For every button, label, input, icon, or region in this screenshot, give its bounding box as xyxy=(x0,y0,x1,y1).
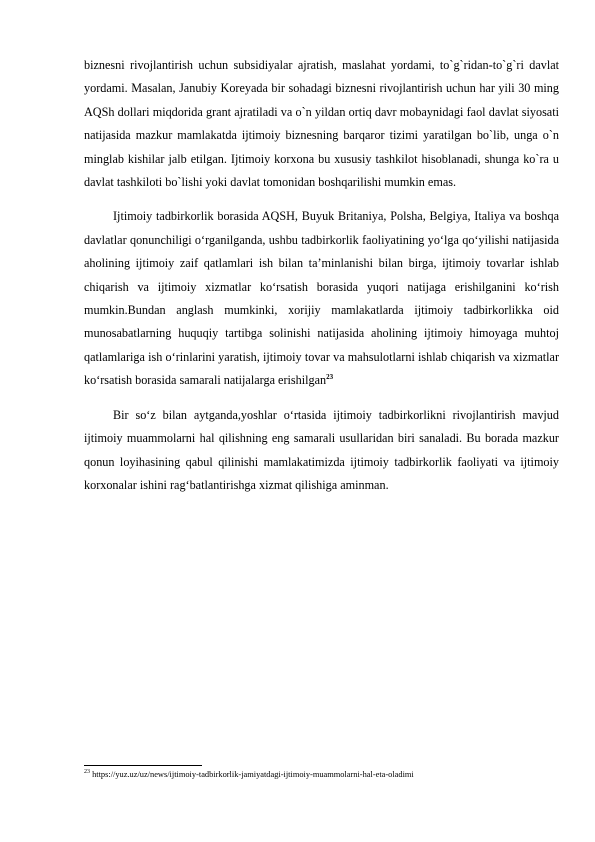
footnote-reference[interactable]: 23 xyxy=(326,373,334,382)
paragraph-1: biznesni rivojlantirish uchun subsidiyalar ajratish, maslahat yordami, to`g`ridan-to`g`ri davlat yordami. Masalan, Janubiy Koreyada bir sohadagi biznesni rivojlantirish uchun har yili 30 ming AQSh dollari miqdorida grant ajratiladi va o`n yildan ortiq davr mobaynidagi faol davlat siyosati natijasida mazkur mamlakatda ijtimoiy biznesning barqaror tizimi yaratilgan bo`lib, unga o`n minglab kishilar jalb etilgan. Ijtimoiy korxona bu xususiy tashkilot hisoblanadi, shunga ko`ra u davlat tashkiloti bo`lishi yoki davlat tomonidan boshqarilishi mumkin emas. xyxy=(84,58,559,190)
footnote-link[interactable]: https://yuz.uz/uz/news/ijtimoiy-tadbirkorlik-jamiyatdagi-ijtimoiy-muammolarni-hal-eta-oladimi xyxy=(92,770,414,779)
footnote-number: 23 xyxy=(84,769,90,776)
footnote-separator xyxy=(84,765,202,766)
paragraph-3: Bir so‘z bilan aytganda,yoshlar o‘rtasida ijtimoiy tadbirkorlikni rivojlantirish mavjud ijtimoiy muammolarni hal qilishning eng samarali usullaridan biri sanaladi. Bu borada mazkur qonun loyihasining qabul qilinishi mamlakatimizda ijtimoiy tadbirkorlik faoliyati va ijtimoiy korxonalar ishini rag‘batlantirishga xizmat qilishiga aminman. xyxy=(84,407,559,492)
footnote xyxy=(84,769,559,781)
document-body xyxy=(84,54,559,497)
paragraph-2-text: Ijtimoiy tadbirkorlik borasida AQSH, Buyuk Britaniya, Polsha, Belgiya, Italiya va boshqa davlatlar qonunchiligi o‘rganilganda, ushbu tadbirkorlik faoliyatining yo‘lga qo‘yilishi natijasida aholining ijtimoiy zaif qatlamlari ish bilan ta’minlanishi bilan birga, ijtimoiy tovarlar ishlab chiqarish va ijtimoiy xizmatlar ko‘rsatish borasida yuqori natijaga erishilganini ko‘rish mumkin.Bundan anglash mumkinki, xorijiy mamlakatlarda ijtimoiy tadbirkorlikka oid munosabatlarning huquqiy tartibga solinishi natijasida aholining ijtimoiy himoyaga muhtoj qatlamlariga ish o‘rinlarini yaratish, ijtimoiy tovar va mahsulotlarni ishlab chiqarish va xizmatlar ko‘rsatish borasida samarali natijalarga erishilgan xyxy=(84,209,559,388)
paragraph-2 xyxy=(84,205,559,392)
